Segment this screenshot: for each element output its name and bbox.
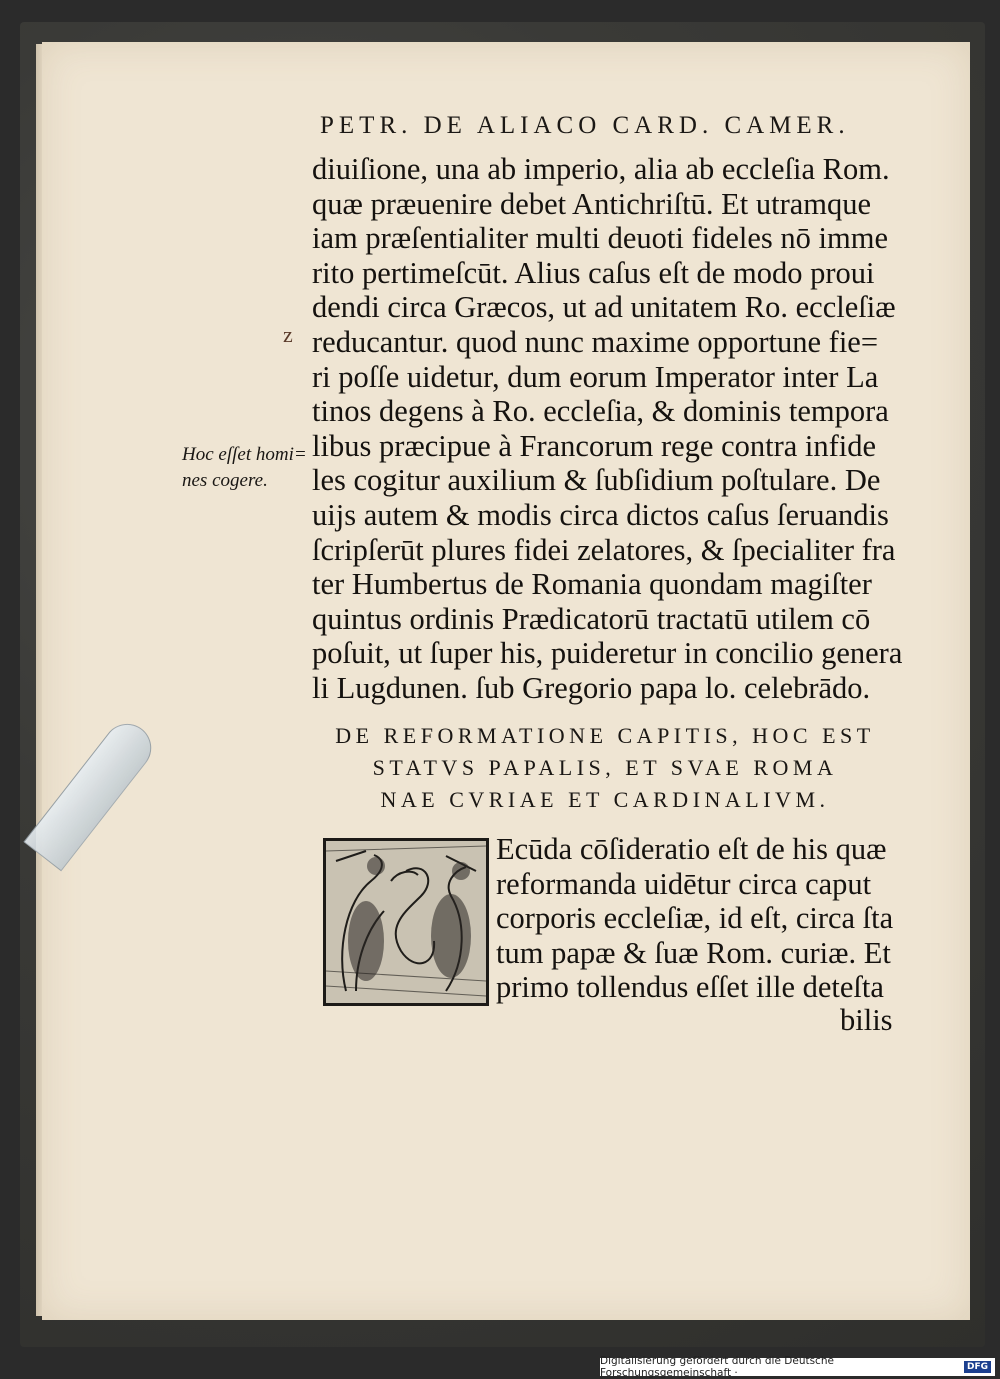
text-line: ter Humbertus de Romania quondam magiſter [312, 567, 872, 602]
running-head: PETR. DE ALIACO CARD. CAMER. [320, 112, 850, 139]
catchword: bilis [840, 1003, 893, 1037]
section-text [496, 832, 916, 1005]
section-heading [300, 720, 910, 816]
heading-line: NAE CVRIAE ET CARDINALIVM. [380, 787, 830, 812]
footer-text: Digitalisierung gefördert durch die Deutsche Forschungsgemeinschaft · [600, 1355, 834, 1379]
text-line: Ecūda cōſideratio eſt de his quæ [496, 832, 887, 866]
margin-mark: z [283, 322, 293, 347]
text-line: tum papæ & ſuæ Rom. curiæ. Et [496, 935, 891, 970]
text-line: libus præcipue à Francorum rege contra infide [312, 428, 877, 463]
text-line: li Lugdunen. ſub Gregorio papa lo. celebrādo. [312, 670, 871, 705]
marginal-note [182, 442, 312, 494]
text-line: iam præſentialiter multi deuoti fideles nō imme [312, 221, 888, 256]
main-text [312, 152, 912, 706]
text-line: ſcripſerūt plures fidei zelatores, & ſpecialiter fra [312, 532, 896, 567]
woodcut-initial-image [326, 841, 486, 1003]
text-line: reformanda uidētur circa caput [496, 866, 872, 901]
text-line: ri poſſe uidetur, dum eorum Imperator inter La [312, 359, 879, 394]
dfg-logo[interactable]: DFG [964, 1361, 991, 1373]
marginal-line: nes cogere. [182, 470, 268, 491]
text-line: uijs autem & modis circa dictos caſus ſeruandis [312, 497, 889, 532]
text-line: rito pertimeſcūt. Alius caſus eſt de modo proui [312, 255, 875, 290]
text-line: dendi circa Græcos, ut ad unitatem Ro. eccleſiæ [312, 290, 896, 325]
heading-line: STATVS PAPALIS, ET SVAE ROMA [372, 755, 838, 780]
text-line: les cogitur auxilium & ſubſidium poſtulare. De [312, 463, 881, 498]
text-line: poſuit, ut ſuper his, puideretur in concilio genera [312, 636, 903, 671]
text-line: primo tollendus eſſet ille deteſta [496, 970, 884, 1005]
digitization-footer [600, 1355, 995, 1379]
marginal-line: Hoc eſſet homi= [182, 444, 307, 465]
text-line: corporis eccleſiæ, id eſt, circa ſta [496, 901, 894, 936]
heading-line: DE REFORMATIONE CAPITIS, HOC EST [335, 723, 875, 748]
decorated-initial [323, 838, 489, 1006]
text-line: tinos degens à Ro. eccleſia, & dominis tempora [312, 394, 889, 429]
text-line: diuiſione, una ab imperio, alia ab eccleſia Rom. [312, 152, 890, 186]
text-line: quintus ordinis Prædicatorū tractatū utilem cō [312, 601, 871, 636]
text-line: reducantur. quod nunc maxime opportune fie= [312, 324, 879, 359]
text-line: quæ præuenire debet Antichriſtū. Et utramque [312, 186, 872, 221]
